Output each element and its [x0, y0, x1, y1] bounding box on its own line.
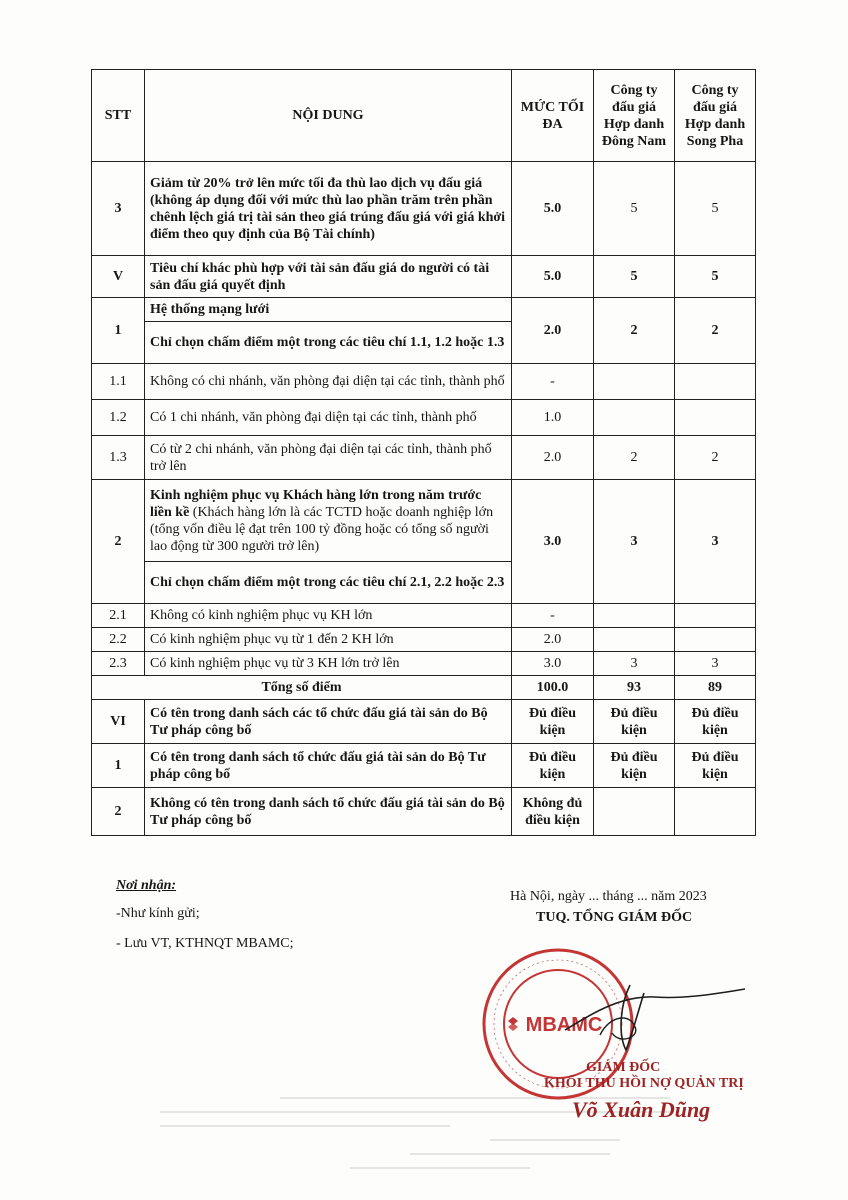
row-max: 3.0: [512, 652, 594, 676]
row-max: 1.0: [512, 400, 594, 436]
total-score-1: 93: [594, 676, 675, 700]
table-row: [92, 400, 756, 436]
row-stt: V: [92, 256, 145, 298]
table-row: [92, 298, 756, 322]
row-content: Có 1 chi nhánh, văn phòng đại diện tại các tỉnh, thành phố: [145, 400, 512, 436]
row-content: [145, 480, 512, 562]
row-content: Không có chi nhánh, văn phòng đại diện tại các tỉnh, thành phố: [145, 364, 512, 400]
row-content: Có tên trong danh sách các tổ chức đấu giá tài sản do Bộ Tư pháp công bố: [145, 700, 512, 744]
row-score-2: [675, 788, 756, 836]
table-row: [92, 480, 756, 562]
row-score-1: Đủ điều kiện: [594, 744, 675, 788]
row-score-1: [594, 788, 675, 836]
row-stt: 2.1: [92, 604, 145, 628]
row-score-1: 3: [594, 480, 675, 604]
row-score-2: 2: [675, 298, 756, 364]
row-content: Chỉ chọn chấm điểm một trong các tiêu chí 1.1, 1.2 hoặc 1.3: [145, 322, 512, 364]
table-row: [92, 256, 756, 298]
row-max: Đủ điều kiện: [512, 744, 594, 788]
row-content-bold: Kinh nghiệm phục vụ Khách hàng lớn trong năm trước liền kề: [150, 487, 482, 520]
table-row: [92, 628, 756, 652]
row-content: Không có kinh nghiệm phục vụ KH lớn: [145, 604, 512, 628]
row-score-2: 5: [675, 256, 756, 298]
header-noi-dung: NỘI DUNG: [145, 70, 512, 162]
row-stt: 3: [92, 162, 145, 256]
row-content: Chỉ chọn chấm điểm một trong các tiêu chí 2.1, 2.2 hoặc 2.3: [145, 562, 512, 604]
row-max: 2.0: [512, 628, 594, 652]
row-max: 2.0: [512, 298, 594, 364]
row-max: -: [512, 364, 594, 400]
row-stt: 1.3: [92, 436, 145, 480]
row-stt: 2.2: [92, 628, 145, 652]
header-cong-ty-dong-nam: Công ty đấu giá Hợp danh Đông Nam: [594, 70, 675, 162]
table-row: [92, 652, 756, 676]
total-label: Tổng số điểm: [92, 676, 512, 700]
row-score-2: Đủ điều kiện: [675, 744, 756, 788]
row-score-1: [594, 400, 675, 436]
row-max: 2.0: [512, 436, 594, 480]
table-row: [92, 162, 756, 256]
row-content: Tiêu chí khác phù hợp với tài sản đấu giá do người có tài sản đấu giá quyết định: [145, 256, 512, 298]
table-row: [92, 604, 756, 628]
recipient-line: - Lưu VT, KTHNQT MBAMC;: [116, 936, 294, 951]
row-score-1: 2: [594, 298, 675, 364]
row-score-2: [675, 364, 756, 400]
signer-authority: TUQ. TỔNG GIÁM ĐỐC: [536, 910, 693, 925]
row-score-1: [594, 628, 675, 652]
row-max: 3.0: [512, 480, 594, 604]
row-score-1: Đủ điều kiện: [594, 700, 675, 744]
row-stt: 1.1: [92, 364, 145, 400]
row-score-2: [675, 628, 756, 652]
table-row: [92, 744, 756, 788]
recipients-block: [116, 876, 294, 964]
row-score-2: [675, 400, 756, 436]
row-stt: 2.3: [92, 652, 145, 676]
row-content: Giảm từ 20% trở lên mức tối đa thù lao dịch vụ đấu giá (không áp dụng đối với mức thù lao phần trăm trên phần chênh lệch giá trị tài sản theo giá trúng đấu giá với giá khởi điểm theo quy định của Bộ Tài chính): [145, 162, 512, 256]
document-date: Hà Nội, ngày ... tháng ... năm 2023: [510, 889, 707, 904]
table-row: [92, 364, 756, 400]
row-content: Có kinh nghiệm phục vụ từ 3 KH lớn trở lên: [145, 652, 512, 676]
table-header-row: [92, 70, 756, 162]
header-muc-toi-da: MỨC TỐI ĐA: [512, 70, 594, 162]
row-max: 5.0: [512, 256, 594, 298]
row-score-1: 2: [594, 436, 675, 480]
row-max: Không đủ điều kiện: [512, 788, 594, 836]
row-content: Không có tên trong danh sách tổ chức đấu giá tài sản do Bộ Tư pháp công bố: [145, 788, 512, 836]
signer-name: Võ Xuân Dũng: [572, 1097, 711, 1122]
seal-logo-icon: [508, 1017, 518, 1031]
row-content-note: (Khách hàng lớn là các TCTD hoặc doanh nghiệp lớn (tổng vốn điều lệ đạt trên 100 tỷ đồng hoặc có tổng số người lao động từ 300 người trở lên): [150, 504, 494, 554]
table-row: [92, 436, 756, 480]
scoring-table: [91, 69, 756, 836]
total-score-2: 89: [675, 676, 756, 700]
row-score-1: 5: [594, 162, 675, 256]
row-stt: VI: [92, 700, 145, 744]
row-score-1: 3: [594, 652, 675, 676]
row-score-2: 2: [675, 436, 756, 480]
recipients-title: Nơi nhận:: [116, 878, 177, 893]
seal-brand: MBAMC: [525, 1014, 603, 1036]
header-stt: STT: [92, 70, 145, 162]
row-score-2: Đủ điều kiện: [675, 700, 756, 744]
row-score-2: 3: [675, 652, 756, 676]
signer-department: KHỐI THU HỒI NỢ QUẢN TRỊ: [544, 1076, 744, 1091]
table-row: [92, 788, 756, 836]
recipient-line: -Như kính gửi;: [116, 906, 200, 921]
row-content: Có từ 2 chi nhánh, văn phòng đại diện tại các tỉnh, thành phố trở lên: [145, 436, 512, 480]
total-row: [92, 676, 756, 700]
row-stt: 1: [92, 744, 145, 788]
row-stt: 1: [92, 298, 145, 364]
table-row: [92, 700, 756, 744]
row-max: -: [512, 604, 594, 628]
row-max: 5.0: [512, 162, 594, 256]
row-max: Đủ điều kiện: [512, 700, 594, 744]
row-score-1: [594, 604, 675, 628]
total-max: 100.0: [512, 676, 594, 700]
handwritten-signature: [560, 975, 750, 1055]
signer-title: GIÁM ĐỐC: [586, 1060, 661, 1075]
row-content: Có tên trong danh sách tổ chức đấu giá tài sản do Bộ Tư pháp công bố: [145, 744, 512, 788]
row-score-1: [594, 364, 675, 400]
row-score-2: 5: [675, 162, 756, 256]
row-stt: 1.2: [92, 400, 145, 436]
row-content: Hệ thống mạng lưới: [145, 298, 512, 322]
row-score-1: 5: [594, 256, 675, 298]
row-content: Có kinh nghiệm phục vụ từ 1 đến 2 KH lớn: [145, 628, 512, 652]
row-stt: 2: [92, 480, 145, 604]
row-stt: 2: [92, 788, 145, 836]
header-cong-ty-song-pha: Công ty đấu giá Hợp danh Song Pha: [675, 70, 756, 162]
row-score-2: [675, 604, 756, 628]
row-score-2: 3: [675, 480, 756, 604]
